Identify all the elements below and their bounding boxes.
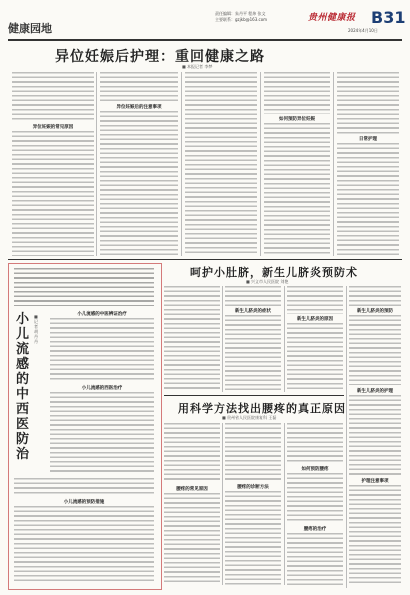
article2-byline: ■ 记者 胡丹丹 [34, 314, 38, 344]
column-divider [260, 72, 261, 256]
article1-subhead-2: 异位妊娠后的注意事项 [116, 105, 162, 110]
article3-text-col3a [287, 286, 343, 314]
article1-byline: ■ 本报记者 李梦 [182, 64, 213, 69]
article1-subhead-1: 异位妊娠的常见原因 [32, 125, 74, 130]
article1-text-col2b [100, 111, 178, 256]
article3-text-col4a [349, 286, 401, 306]
article2-subhead-2: 小儿流感的西医治疗 [81, 386, 123, 391]
article4-text-col3b [287, 473, 343, 523]
column-divider [284, 423, 285, 585]
article3-subhead-1: 新生儿脐炎的症状 [235, 309, 271, 314]
article4-subhead-2: 腰疼的诊断方法 [237, 485, 269, 490]
article3-byline: ■ 兴义市人民医院 刘艳 [246, 279, 289, 284]
article1-subhead-4: 日常护理 [359, 137, 377, 142]
editor-info [215, 11, 305, 23]
header-rule [8, 39, 402, 41]
section-rule [164, 395, 344, 396]
article3-text-col4c [349, 395, 401, 475]
article4-text-col1b [164, 493, 220, 585]
article1-subhead-3: 如何预防异位妊娠 [279, 117, 315, 122]
column-divider [96, 72, 97, 256]
column-divider [346, 286, 347, 588]
article2-subhead-3: 小儿流感的预防措施 [63, 500, 105, 505]
article1-text-col4b [264, 123, 330, 256]
article1-text-col1b [12, 131, 94, 256]
issue-date: 2024年4月10日 [348, 28, 378, 33]
page-header [8, 8, 406, 38]
article4-text-col3c [287, 533, 343, 585]
article3-subhead-3: 新生儿脐炎的预防 [357, 309, 393, 314]
article3-text-col4d [349, 485, 401, 585]
article3-text-col2b [225, 315, 281, 392]
column-divider [222, 423, 223, 585]
article1-text-col5b [337, 143, 399, 256]
article2-text-2 [50, 392, 154, 474]
article4-subhead-4: 腰疼的治疗 [303, 527, 327, 532]
article2-subhead-1: 小儿流感的中医辨证治疗 [77, 312, 127, 317]
article1-text-col1a [12, 72, 94, 122]
editor-line-2: 主要联系：gzjkb@163.com [215, 17, 268, 22]
editor-line-1: 责任编辑：朱丹平 程炜 张文 [215, 11, 266, 16]
article4-text-col3a [287, 423, 343, 463]
article3-subhead-4: 新生儿脐炎的护理 [357, 389, 393, 394]
article3-subhead-2: 新生儿脐炎的原因 [297, 317, 333, 322]
article3-headline: 呵护小肚脐，新生儿脐炎预防术 [190, 266, 358, 279]
column-divider [284, 286, 285, 392]
article2-text-1 [50, 318, 154, 382]
article3-text-col3b [287, 323, 343, 392]
article2-intro [14, 268, 154, 306]
article4-text-col1a [164, 423, 220, 483]
article4-byline: ■ 贵州省人民医院康复科 王磊 [222, 415, 277, 420]
article3-subhead-5: 护理注意事项 [361, 479, 389, 484]
column-divider [333, 72, 334, 256]
article4-subhead-3: 如何预防腰疼 [301, 467, 329, 472]
article3-text-col1 [164, 286, 220, 392]
article2-headline: 小儿流感的中西医防治 [15, 312, 29, 462]
article4-text-col2a [225, 423, 281, 481]
newspaper-logo: 贵州健康报 [308, 13, 356, 23]
article3-text-col2a [225, 286, 281, 306]
article4-text-col2b [225, 491, 281, 585]
article2-text-4 [14, 506, 154, 584]
article4-subhead-1: 腰疼的常见原因 [176, 487, 208, 492]
article4-headline: 用科学方法找出腰疼的真正原因 [178, 402, 346, 415]
column-divider [222, 286, 223, 392]
article3-text-col4b [349, 315, 401, 385]
article2-text-3 [14, 478, 154, 496]
article1-text-col4a [264, 72, 330, 114]
section-name: 健康园地 [8, 22, 52, 35]
column-divider [181, 72, 182, 256]
article1-text-col2a [100, 72, 178, 102]
section-rule [8, 259, 402, 260]
article1-text-col5a [337, 72, 399, 134]
article1-headline: 异位妊娠后护理：重回健康之路 [55, 49, 265, 65]
page-number: B31 [371, 8, 406, 27]
article1-text-col3 [185, 72, 257, 256]
